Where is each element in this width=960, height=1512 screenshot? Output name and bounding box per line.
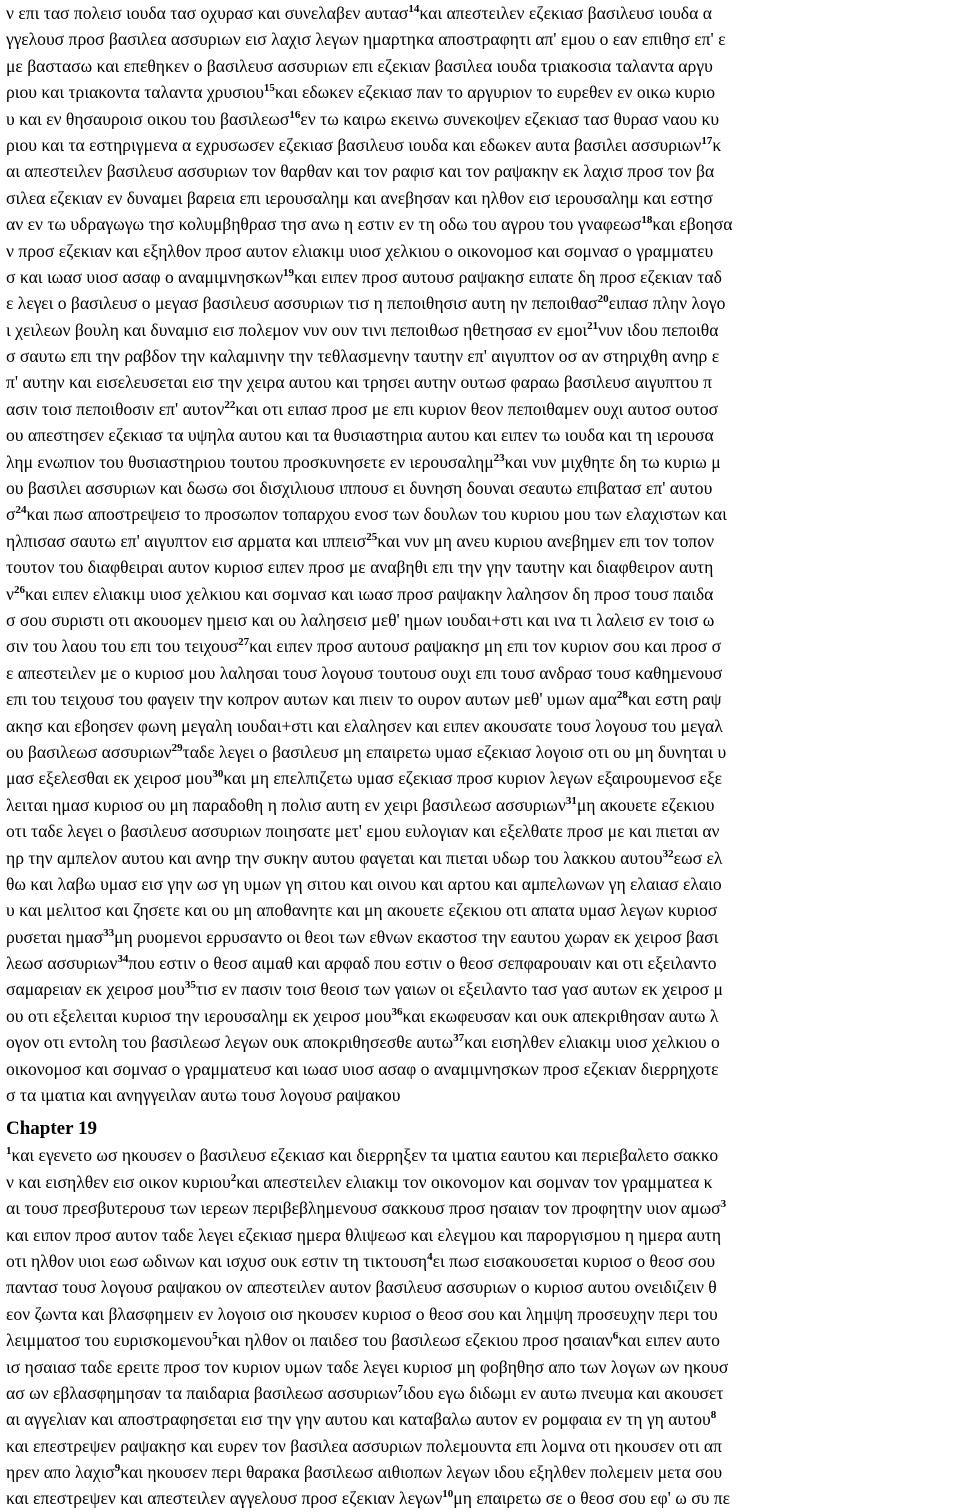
verse-number: 29 [171, 742, 183, 755]
verse-text: και εβοησα [652, 214, 733, 235]
verse-text: σ σου συριστι οτι ακουομεν ημεισ και ου λαλησεισ μεθ' ημων ιουδαι+στι και ινα τι λαλεισ εν τοισ ω [6, 609, 715, 630]
verse-text: και ειπεν αυτο [618, 1330, 720, 1351]
verse-text: και απεστειλεν ελιακιμ τον οικονομον και σομναν τον γραμματεα κ [236, 1171, 713, 1192]
verse-text: τισ εν πασιν τοισ θεοισ των γαιων οι εξειλαντο τασ γασ αυτων εκ χειροσ μ [195, 979, 723, 1000]
text-line [6, 0, 956, 26]
verse-text: και ειπεν προσ αυτουσ ραψακησ ειπατε δη προσ εζεκιαν ταδ [294, 266, 722, 287]
text-line [6, 1301, 956, 1327]
text-line [6, 211, 956, 237]
verse-text: σ και ιωασ υιοσ ασαφ ο αναμιμνησκων [6, 266, 284, 287]
verse-number: 22 [224, 399, 236, 411]
verse-text: σ σαυτω επι την ραβδον την καλαμινην την τεθλασμενην ταυτην επ' αιγυπτον οσ αν στηριχθη ανηρ ε [6, 346, 720, 367]
verse-text: ηρεν απο λαχισ [6, 1462, 115, 1483]
chapter-heading: Chapter 19 [6, 1118, 97, 1140]
verse-number: 8 [710, 1409, 717, 1422]
verse-text: ειπασ πλην λογο [608, 293, 726, 314]
verse-number: 30 [212, 768, 224, 781]
text-line [6, 792, 956, 818]
verse-text: και εδωκεν εζεκιασ παν το αργυριον το ευρεθεν εν οικω κυριο [274, 82, 716, 103]
text-line [6, 1406, 956, 1432]
text-line [6, 686, 956, 712]
text-line [6, 739, 956, 765]
verse-text: και μη επελπιζετω υμασ εζεκιασ προσ κυριον λεγων εξαιρουμενοσ εξε [223, 768, 723, 789]
verse-text: ισ ησαιασ ταδε ερειτε προσ τον κυριον υμων ταδε λεγει κυριοσ μη φοβηθησ απο των λογων ων ηκουσ [6, 1356, 729, 1377]
text-line [6, 871, 956, 897]
verse-text: εν τω καιρω εκεινω συνεκοψεν εζεκιασ τασ θυρασ ναου κυ [300, 108, 720, 129]
verse-number: 2 [230, 1171, 237, 1184]
verse-text: γγελουσ προσ βασιλεα ασσυριων εισ λαχισ λεγων ημαρτηκα αποστραφητι απ' εμου ο εαν επιθησ επ' ε [6, 29, 726, 50]
verse-text: και πωσ αποστρεψεισ το προσωπον τοπαρχου ενοσ των δουλων του κυριου μου των ελαχιστων και [26, 504, 727, 525]
verse-text: μη επαιρετω σε ο θεοσ σου εφ' ω συ πε [453, 1488, 731, 1509]
text-line [6, 369, 956, 395]
verse-number: 4 [427, 1251, 433, 1264]
verse-text: αι αγγελιαν και αποστραφησεται εισ την γην αυτου και καταβαλω αυτον εν ρομφαια εν τη γη αυτου [6, 1409, 711, 1430]
verse-text: και ειπον προσ αυτον ταδε λεγει εζεκιασ ημερα θλιψεωσ και ελεγμου και παροργισμου η ημερα αυτη [6, 1224, 722, 1245]
verse-number: 1 [6, 1145, 12, 1158]
verse-text: και επεστρεψεν και απεστειλεν αγγελουσ προσ εζεκιαν λεγων [6, 1488, 443, 1509]
verse-text: σαμαρειαν εκ χειροσ μου [6, 979, 185, 1000]
verse-text: ρυσεται ημασ [6, 926, 104, 947]
text-line [6, 1380, 956, 1406]
verse-text: και οτι ειπασ προσ με επι κυριον θεον πεποιθαμεν ουχι αυτοσ ουτοσ [235, 398, 719, 419]
verse-text: σ [6, 504, 16, 525]
text-line [6, 26, 956, 52]
text-line [6, 528, 956, 554]
text-line [6, 1459, 956, 1485]
verse-number: 28 [616, 689, 628, 702]
verse-number: 5 [212, 1330, 218, 1343]
verse-text: ου απεστησεν εζεκιασ τα υψηλα αυτου και τα θυσιαστηρια αυτου και ειπεν τω ιουδα και τη ιερουσα [6, 425, 714, 446]
verse-number: 20 [597, 293, 609, 306]
text-line [6, 290, 956, 316]
verse-text: ου οτι εξελειται κυριοσ την ιερουσαλημ εκ χειροσ μου [6, 1005, 392, 1026]
text-line [6, 343, 956, 369]
verse-number: 37 [453, 1032, 465, 1045]
verse-text: λειται ημασ κυριοσ ου μη παραδοθη η πολισ αυτη εν χειρι βασιλεωσ ασσυριων [6, 794, 566, 815]
verse-text: αι τουσ πρεσβυτερουσ των ιερεων περιβεβλημενουσ σακκουσ προσ ησαιαν τον προφητην υιον αμωσ [6, 1198, 721, 1219]
verse-text: ιδου εγω διδωμι εν αυτω πνευμα και ακουσετ [403, 1382, 724, 1403]
text-line [6, 1142, 956, 1168]
text-line [6, 976, 956, 1002]
verse-text: ε λεγει ο βασιλευσ ο μεγασ βασιλευσ ασσυριων τισ η πεποιθησισ αυτη ην πεποιθασ [6, 293, 598, 314]
verse-text: ου βασιλει ασσυριων και δωσω σοι δισχιλιουσ ιππουσ ει δυνηση δουναι σεαυτω επιβατασ επ' αυτου [6, 478, 713, 499]
verse-number: 26 [13, 583, 25, 596]
text-line [6, 396, 956, 422]
verse-text: και ηκουσεν περι θαρακα βασιλεωσ αιθιοπων λεγων ιδου εξηλθεν πολεμειν μετα σου [120, 1462, 723, 1483]
verse-text: επι του τειχουσ του φαγειν την κοπρον αυτων και πιειν το ουρον αυτων μεθ' υμων αμα [6, 689, 617, 710]
verse-text: ταδε λεγει ο βασιλευσ μη επαιρετω υμασ εζεκιασ λογοισ οτι ου μη δυνηται υ [182, 741, 727, 762]
verse-text: τουτον του διαφθειραι αυτον κυριοσ ειπεν προσ με αναβηθι επι την γην ταυτην και διαφθειρον αυτη [6, 557, 714, 578]
verse-number: 31 [565, 794, 577, 807]
verse-text: μη ρυομενοι ερρυσαντο οι θεοι των εθνων εκαστοσ την εαυτου χωραν εκ χειροσ βασι [114, 926, 719, 947]
verse-text: εον ζωντα και βλασφημειν εν λογοισ οισ ηκουσεν κυριοσ ο θεοσ σου και λημψη προσευχην περι του [6, 1303, 718, 1324]
verse-text: ει πωσ εισακουσεται κυριοσ ο θεοσ σου [432, 1250, 716, 1271]
verse-number: 18 [641, 214, 653, 227]
verse-text: λεωσ ασσυριων [6, 953, 118, 974]
text-line [6, 264, 956, 290]
text-line [6, 1082, 956, 1108]
verse-text: θω και λαβω υμασ εισ γην ωσ γη υμων γη σιτου και οινου και αρτου και αμπελωνων γη ελαιασ ελαιο [6, 873, 722, 894]
verse-text: π' αυτην και εισελευσεται εισ την χειρα αυτου και τρησει αυτην ουτωσ φαραω βασιλευσ αιγυπτου π [6, 372, 712, 393]
text-line [6, 422, 956, 448]
verse-number: 36 [391, 1005, 403, 1018]
verse-number: 16 [289, 108, 301, 121]
verse-text: ασιν τοισ πεποιθοσιν επ' αυτον [6, 398, 225, 419]
text-line [6, 660, 956, 686]
verse-text: ε απεστειλεν με ο κυριοσ μου λαλησαι τουσ λογουσ τουτουσ ουχι επι τουσ ανδρασ τουσ καθημενουσ [6, 662, 723, 683]
verse-text: ριου και τριακοντα ταλαντα χρυσιου [6, 82, 264, 103]
verse-text: και νυν μιχθητε δη τω κυριω μ [504, 451, 721, 472]
text-line [6, 950, 956, 976]
verse-text: νυν ιδου πεποιθα [598, 319, 719, 340]
verse-text: ι χειλεων βουλη και δυναμισ εισ πολεμον νυν ουν τινι πεποιθωσ ηθετησασ εν εμοι [6, 319, 588, 340]
verse-text: λημ ενωπιον του θυσιαστηριου τουτου προσκυνησετε εν ιερουσαλημ [6, 451, 494, 472]
verse-text: οικονομοσ και σομνασ ο γραμματευσ και ιωασ υιοσ ασαφ ο αναμιμνησκων προσ εζεκιαν διερρηχοτε [6, 1058, 719, 1079]
text-line [6, 818, 956, 844]
verse-text: και ειπεν προσ αυτουσ ραψακησ μη επι τον κυριον σου και προσ σ [249, 636, 722, 657]
verse-text: υ και εν θησαυροισ οικου του βασιλεωσ [6, 108, 290, 129]
verse-text: ογον οτι εντολη του βασιλεωσ λεγων ουκ αποκριθησεσθε αυτω [6, 1032, 454, 1053]
verse-number: 17 [701, 135, 713, 148]
verse-number: 14 [408, 3, 420, 16]
verse-number: 35 [184, 979, 196, 992]
verse-text: και νυν μη ανευ κυριου ανεβημεν επι τον τοπον [377, 530, 715, 551]
text-line [6, 924, 956, 950]
verse-text: ν προσ εζεκιαν και εξηλθον προσ αυτον ελιακιμ υιοσ χελκιου ο οικονομοσ και σομνασ ο γραμματευ [6, 240, 714, 261]
text-line [6, 1029, 956, 1055]
text-line [6, 1354, 956, 1380]
text-line [6, 713, 956, 739]
verse-text: λειμματοσ του ευρισκομενου [6, 1330, 213, 1351]
verse-text: ου βασιλεωσ ασσυριων [6, 741, 172, 762]
verse-text: ν [6, 583, 14, 604]
verse-text: και εστη ραψ [627, 689, 722, 710]
text-line [6, 845, 956, 871]
text-line [6, 475, 956, 501]
verse-text: που εστιν ο θεοσ αιμαθ και αρφαδ που εστιν ο θεοσ σεπφαρουαιν και οτι εξειλαντο [128, 953, 717, 974]
text-line [6, 1327, 956, 1353]
verse-text: ακησ και εβοησεν φωνη μεγαλη ιουδαι+στι και ελαλησεν και ειπεν ακουσατε τουσ λογουσ του μεγαλ [6, 715, 723, 736]
text-line [6, 765, 956, 791]
verse-text: ηλπισασ σαυτω επ' αιγυπτον εισ αρματα και ιππεισ [6, 530, 367, 551]
verse-number: 19 [283, 267, 295, 280]
text-line [6, 607, 956, 633]
text-line [6, 554, 956, 580]
text-line [6, 897, 956, 923]
verse-number: 34 [117, 953, 129, 966]
verse-number: 24 [15, 504, 27, 517]
verse-text: ασ ων εβλασφημησαν τα παιδαρια βασιλεωσ ασσυριων [6, 1382, 398, 1403]
verse-text: παντασ τουσ λογουσ ραψακου ον απεστειλεν αυτον βασιλευσ ασσυριων ο κυριοσ αυτου ονειδιζειν θ [6, 1277, 717, 1298]
text-line [6, 1169, 956, 1195]
text-line [6, 158, 956, 184]
verse-text: μη ακουετε εζεκιου [576, 794, 715, 815]
text-line [6, 1222, 956, 1248]
text-line [6, 581, 956, 607]
verse-number: 25 [366, 530, 378, 543]
text-line [6, 1433, 956, 1459]
text-line [6, 79, 956, 105]
chapter-19-text [6, 1142, 956, 1511]
verse-text: σιλεα εζεκιαν εν δυναμει βαρεια επι ιερουσαλημ και ανεβησαν και ηλθον εισ ιερουσαλημ και εστησ [6, 187, 713, 208]
verse-text: ν επι τασ πολεισ ιουδα τασ οχυρασ και συνελαβεν αυτασ [6, 3, 409, 23]
verse-number: 15 [263, 82, 275, 95]
verse-text: οτι ταδε λεγει ο βασιλευσ ασσυριων ποιησατε μετ' εμου ευλογιαν και εξελθατε προσ με και πιεται αν [6, 821, 720, 842]
text-line [6, 449, 956, 475]
text-line [6, 1003, 956, 1029]
verse-text: και εισηλθεν ελιακιμ υιοσ χελκιου ο [464, 1032, 720, 1053]
text-line [6, 132, 956, 158]
verse-text: υ και μελιτοσ και ζησετε και ου μη αποθανητε και μη ακουετε εζεκιου οτι απατα υμασ λεγων κυριοσ [6, 900, 718, 921]
verse-text: σιν του λαου του επι του τειχουσ [6, 636, 239, 657]
verse-text: και ηλθον οι παιδεσ του βασιλεωσ εζεκιου προσ ησαιαν [217, 1330, 613, 1351]
verse-text: ριου και τα εστηριγμενα α εχρυσωσεν εζεκιασ βασιλευσ ιουδα και εδωκεν αυτα βασιλει ασσυριων [6, 134, 702, 155]
text-line [6, 1274, 956, 1300]
text-line [6, 238, 956, 264]
chapter-18-text [6, 0, 956, 1108]
verse-number: 10 [442, 1488, 454, 1501]
verse-text: και απεστειλεν εζεκιασ βασιλευσ ιουδα α [419, 3, 712, 23]
verse-text: και ειπεν ελιακιμ υιοσ χελκιου και σομνασ και ιωασ προσ ραψακην λαλησον δη προσ τουσ παιδα [24, 583, 714, 604]
text-line [6, 185, 956, 211]
verse-text: οτι ηλθον υιοι εωσ ωδινων και ισχυσ ουκ εστιν τη τικτουση [6, 1250, 428, 1271]
text-line [6, 1056, 956, 1082]
verse-number: 32 [662, 847, 674, 860]
verse-text: αι απεστειλεν βασιλευσ ασσυριων τον θαρθαν και τον ραφισ και τον ραψακην εκ λαχισ προσ τον βα [6, 161, 715, 182]
verse-number: 6 [612, 1330, 619, 1343]
verse-number: 33 [103, 926, 115, 939]
text-line [6, 317, 956, 343]
verse-number: 23 [493, 451, 505, 464]
verse-text: ν και εισηλθεν εισ οικον κυριου [6, 1171, 231, 1192]
verse-number: 21 [587, 319, 599, 332]
verse-text: με βαστασω και επεθηκεν ο βασιλευσ ασσυριων επι εζεκιαν βασιλεα ιουδα τριακοσια ταλαντα αργυ [6, 55, 713, 76]
verse-text: και εκωφευσαν και ουκ απεκριθησαν αυτω λ [402, 1005, 719, 1026]
verse-number: 3 [720, 1198, 727, 1211]
text-line [6, 106, 956, 132]
verse-number: 9 [114, 1462, 121, 1475]
text-line [6, 1248, 956, 1274]
verse-text: σ τα ιματια και ανηγγειλαν αυτω τουσ λογουσ ραψακου [6, 1085, 401, 1106]
text-line [6, 1195, 956, 1221]
verse-number: 27 [238, 636, 250, 649]
text-line [6, 633, 956, 659]
verse-text: κ [712, 134, 722, 155]
verse-text: εωσ ελ [673, 847, 723, 868]
text-line [6, 53, 956, 79]
verse-text: μασ εξελεσθαι εκ χειροσ μου [6, 768, 213, 789]
verse-number: 7 [397, 1383, 404, 1396]
verse-text: ηρ την αμπελον αυτου και ανηρ την συκην αυτου φαγεται και πιεται υδωρ του λακκου αυτου [6, 847, 663, 868]
text-line [6, 501, 956, 527]
verse-text: και εγενετο ωσ ηκουσεν ο βασιλευσ εζεκιασ και διερρηξεν τα ιματια εαυτου και περιεβαλετο σακκο [11, 1145, 719, 1166]
verse-text: και επεστρεψεν ραψακησ και ευρεν τον βασιλεα ασσυριων πολεμουντα επι λομνα οτι ηκουσεν οτι απ [6, 1435, 722, 1456]
verse-text: αν εν τω υδραγωγω τησ κολυμβηθρασ τησ ανω η εστιν εν τη οδω του αγρου του γναφεωσ [6, 214, 642, 235]
text-line [6, 1485, 956, 1511]
